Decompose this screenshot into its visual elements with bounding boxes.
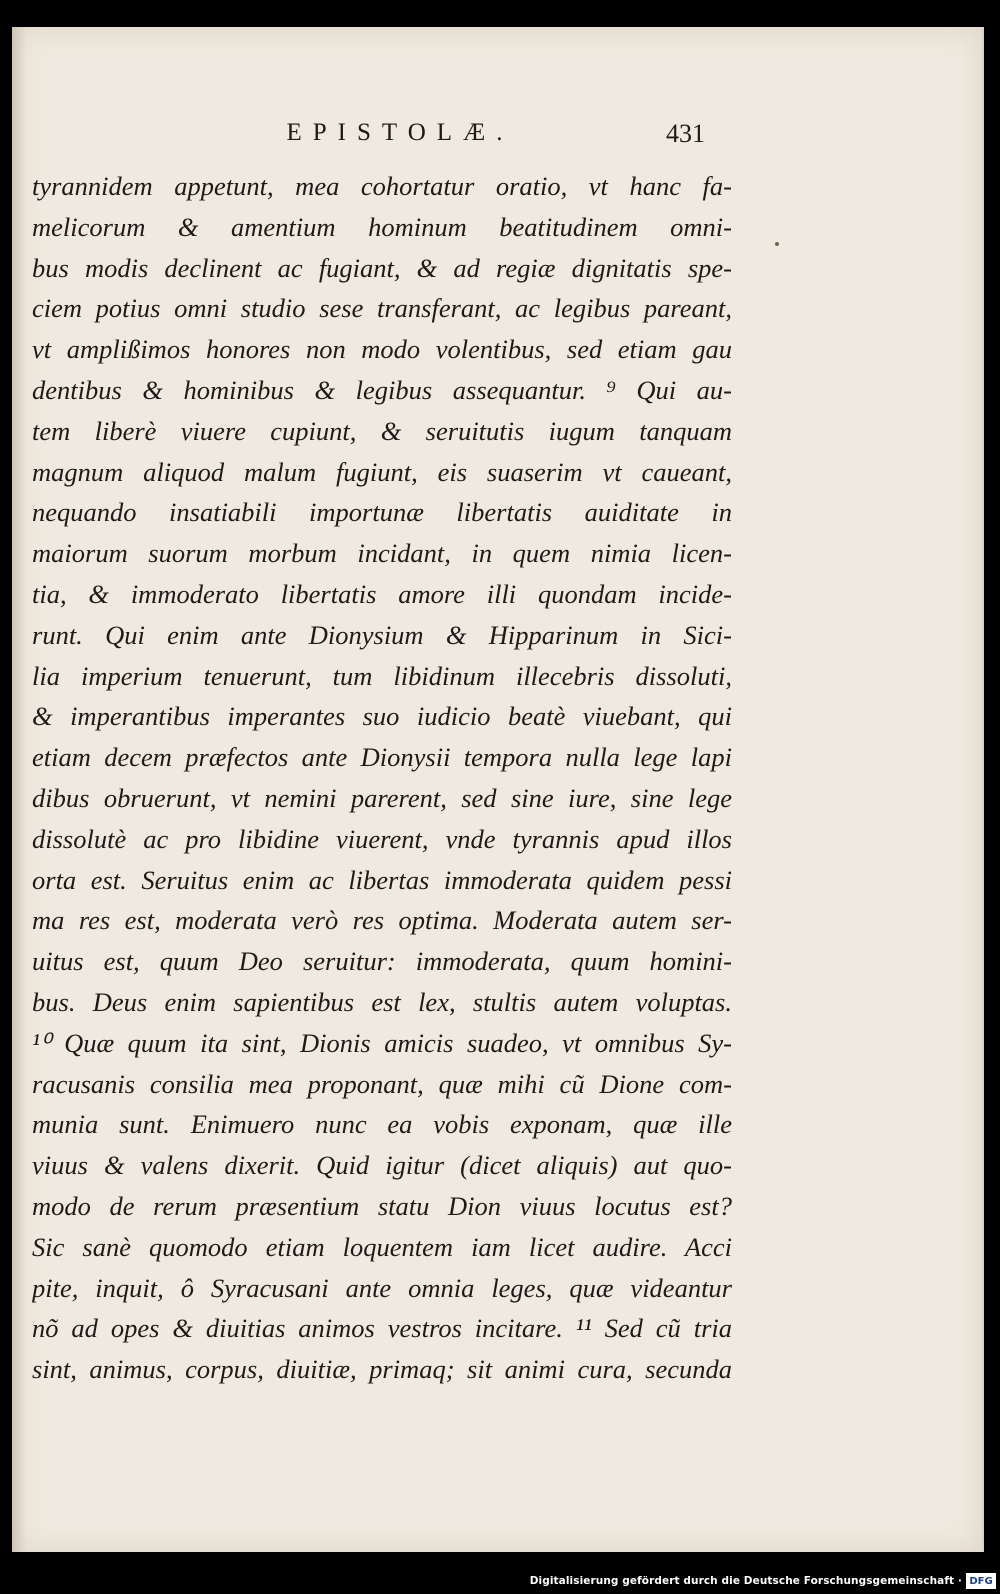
text-line: Sic sanè quomodo etiam loquentem iam licet audire. Acci bbox=[32, 1231, 732, 1262]
text-line: bus modis declinent ac fugiant, & ad regiæ dignitatis spe- bbox=[32, 252, 732, 283]
running-head bbox=[12, 119, 982, 159]
text-line: sint, animus, corpus, diuitiæ, primaq; sit animi cura, secunda bbox=[32, 1354, 732, 1385]
text-line: bus. Deus enim sapientibus est lex, stultis autem voluptas. bbox=[32, 986, 732, 1017]
text-line: lia imperium tenuerunt, tum libidinum illecebris dissoluti, bbox=[32, 660, 732, 691]
text-line: runt. Qui enim ante Dionysium & Hipparinum in Sici- bbox=[32, 619, 732, 650]
book-page bbox=[12, 27, 984, 1552]
text-line: etiam decem præfectos ante Dionysii tempora nulla lege lapi bbox=[32, 742, 732, 773]
text-line: ma res est, moderata verò res optima. Moderata autem ser- bbox=[32, 905, 732, 936]
page-number: 431 bbox=[666, 119, 705, 148]
text-line: ciem potius omni studio sese transferant, ac legibus pareant, bbox=[32, 293, 732, 324]
text-line: ¹⁰ Quæ quum ita sint, Dionis amicis suadeo, vt omnibus Sy- bbox=[32, 1027, 732, 1058]
text-line: tyrannidem appetunt, mea cohortatur oratio, vt hanc fa- bbox=[32, 171, 732, 201]
text-line: uitus est, quum Deo seruitur: immoderata, quum homini- bbox=[32, 946, 732, 977]
text-line: dissolutè ac pro libidine viuerent, vnde tyrannis apud illos bbox=[32, 823, 732, 854]
text-line: melicorum & amentium hominum beatitudinem omni- bbox=[32, 211, 732, 242]
footer bbox=[530, 1570, 996, 1592]
text-line: magnum aliquod malum fugiunt, eis suaserim vt caueant, bbox=[32, 456, 732, 487]
paper-speck bbox=[775, 242, 779, 246]
text-line: dentibus & hominibus & legibus assequantur. ⁹ Qui au- bbox=[32, 374, 732, 405]
text-line: vt amplißimos honores non modo volentibus, sed etiam gau bbox=[32, 334, 732, 365]
text-line: tem liberè viuere cupiunt, & seruitutis iugum tanquam bbox=[32, 415, 732, 446]
running-head-title: EPISTOLÆ. bbox=[286, 119, 514, 146]
text-line: & imperantibus imperantes suo iudicio beatè viuebant, qui bbox=[32, 701, 732, 732]
text-line: maiorum suorum morbum incidant, in quem nimia licen- bbox=[32, 538, 732, 569]
body-text bbox=[32, 166, 732, 1390]
text-line: racusanis consilia mea proponant, quæ mihi cũ Dione com- bbox=[32, 1068, 732, 1099]
text-line: munia sunt. Enimuero nunc ea vobis exponam, quæ ille bbox=[32, 1109, 732, 1140]
text-line: viuus & valens dixerit. Quid igitur (dicet aliquis) aut quo- bbox=[32, 1150, 732, 1181]
text-line: nõ ad opes & diuitias animos vestros incitare. ¹¹ Sed cũ tria bbox=[32, 1313, 732, 1344]
text-line: orta est. Seruitus enim ac libertas immoderata quidem pessi bbox=[32, 864, 732, 895]
footer-credit: Digitalisierung gefördert durch die Deutsche Forschungsgemeinschaft · bbox=[529, 1575, 962, 1587]
page-gutter-shadow bbox=[12, 27, 26, 1552]
text-line: pite, inquit, ô Syracusani ante omnia leges, quæ videantur bbox=[32, 1272, 732, 1303]
text-line: tia, & immoderato libertatis amore illi quondam incide- bbox=[32, 578, 732, 609]
text-line: dibus obruerunt, vt nemini parerent, sed sine iure, sine lege bbox=[32, 782, 732, 813]
dfg-logo-icon: DFG bbox=[966, 1573, 996, 1589]
text-line: modo de rerum præsentium statu Dion viuus locutus est? bbox=[32, 1190, 732, 1221]
text-line: nequando insatiabili importunæ libertatis auiditate in bbox=[32, 497, 732, 528]
